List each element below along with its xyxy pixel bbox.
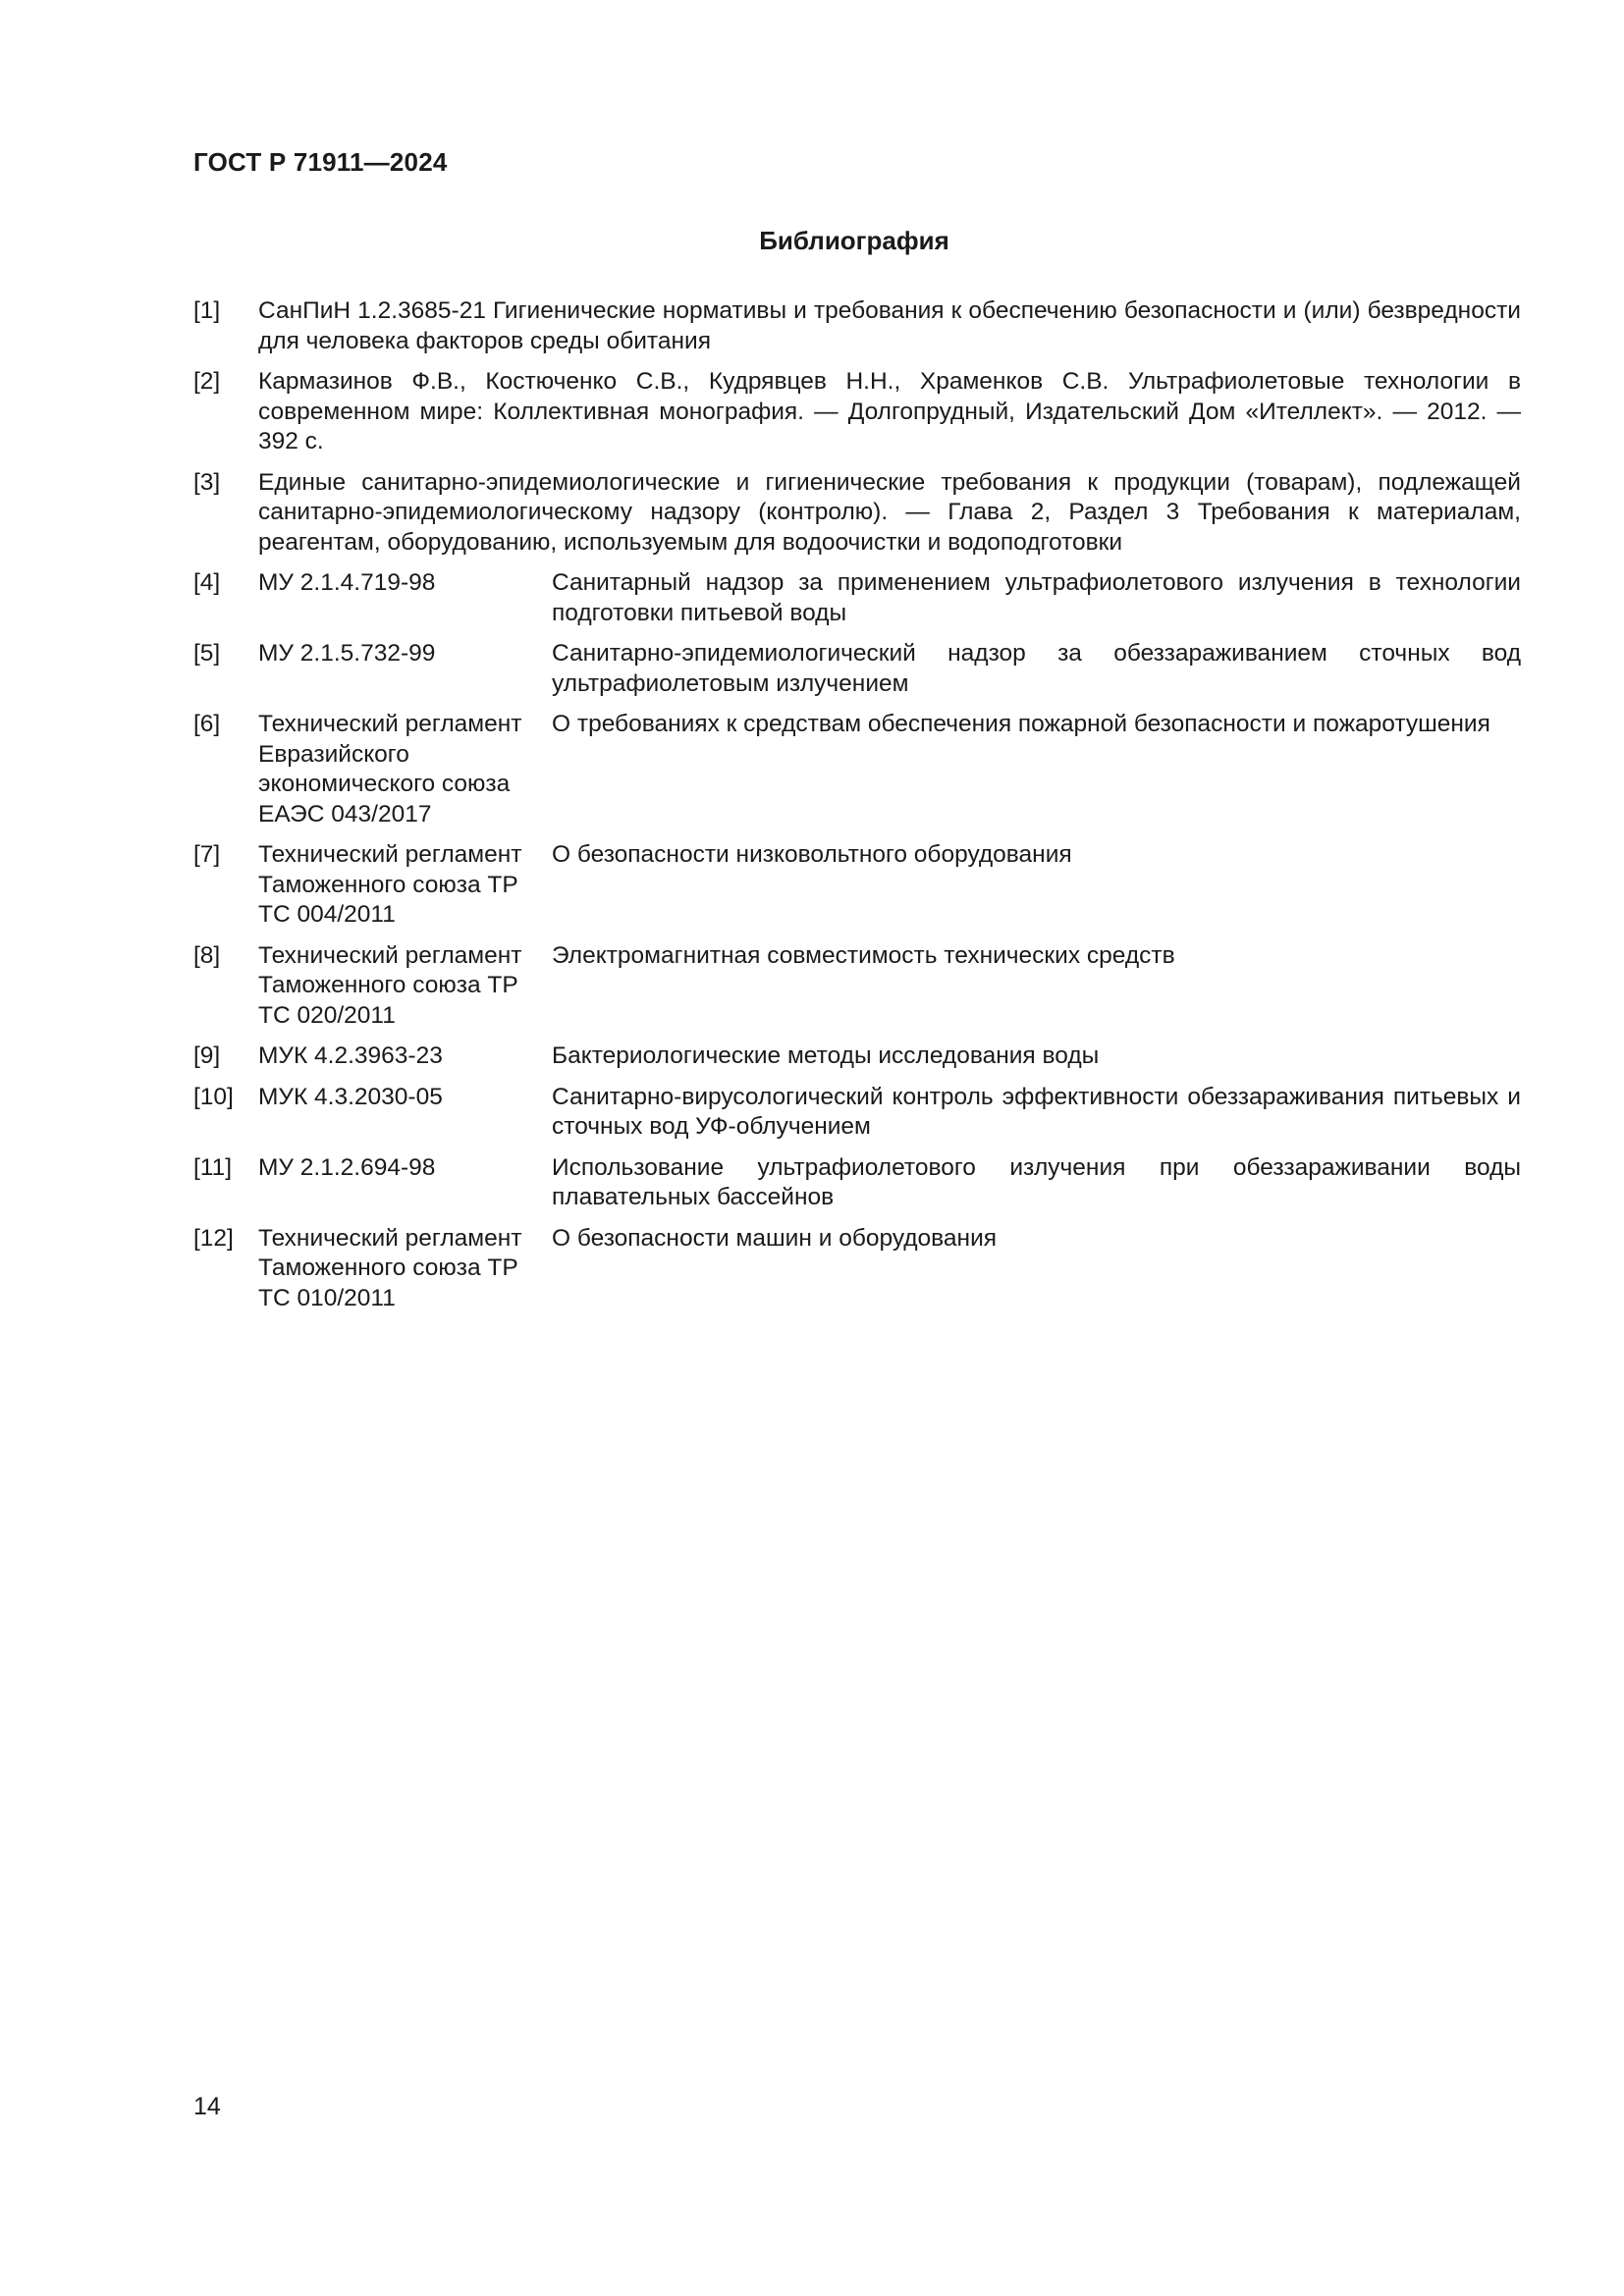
entry-reference: Технический регламент Евразийского экономического союза ЕАЭС 043/2017 <box>258 711 522 828</box>
bib-entry-5 <box>193 639 1521 699</box>
entry-number: [11] <box>193 1153 233 1181</box>
entry-text: СанПиН 1.2.3685-21 Гигиенические нормативы и требования к обеспечению безопасности и (или) безвредности для человека факторов среды обитания <box>258 297 1521 354</box>
entry-number: [12] <box>193 1224 234 1252</box>
entry-title: О безопасности низковольтного оборудования <box>552 841 1072 868</box>
bibliography-title: Библиография <box>759 226 949 255</box>
bib-entry-10 <box>193 1083 1521 1143</box>
entry-reference: МУК 4.2.3963-23 <box>258 1042 443 1069</box>
entry-title: О безопасности машин и оборудования <box>552 1224 998 1252</box>
entry-title: Санитарно-эпидемиологический надзор за обеззараживанием сточных вод ультрафиолетовым излучением <box>552 640 1521 697</box>
entry-reference: Технический регламент Таможенного союза ТР ТС 004/2011 <box>258 841 522 928</box>
entry-number: [2] <box>193 368 221 395</box>
entry-title: О требованиях к средствам обеспечения пожарной безопасности и пожаротушения <box>552 711 1490 737</box>
bib-entry-12 <box>193 1224 1521 1314</box>
bib-entry-11 <box>193 1153 1521 1213</box>
document-code: ГОСТ Р 71911—2024 <box>193 147 448 177</box>
entry-title: Санитарный надзор за применением ультрафиолетового излучения в технологии подготовки питьевой воды <box>552 569 1521 626</box>
bib-entry-8 <box>193 941 1521 1032</box>
entry-reference: МУ 2.1.2.694-98 <box>258 1153 436 1181</box>
entry-number: [3] <box>193 468 221 496</box>
entry-title: Бактериологические методы исследования воды <box>552 1042 1100 1069</box>
entry-reference: МУ 2.1.5.732-99 <box>258 640 436 667</box>
entry-number: [10] <box>193 1083 234 1110</box>
entry-reference: МУК 4.3.2030-05 <box>258 1083 443 1110</box>
entry-reference: Технический регламент Таможенного союза ТР ТС 020/2011 <box>258 941 522 1029</box>
entry-number: [5] <box>193 640 221 667</box>
entry-title: Электромагнитная совместимость технических средств <box>552 941 1175 969</box>
bibliography-list <box>193 296 1521 1324</box>
entry-number: [1] <box>193 297 221 324</box>
bib-entry-1 <box>193 296 1521 356</box>
entry-number: [6] <box>193 711 221 737</box>
entry-reference: Технический регламент Таможенного союза ТР ТС 010/2011 <box>258 1224 522 1311</box>
bib-entry-9 <box>193 1041 1521 1072</box>
entry-reference: МУ 2.1.4.719-98 <box>258 569 436 596</box>
entry-number: [9] <box>193 1042 221 1069</box>
entry-text: Кармазинов Ф.В., Костюченко С.В., Кудрявцев Н.Н., Храменков С.В. Ультрафиолетовые технологии в современном мире: Коллективная монография. — Долгопрудный, Издательский Дом «Ителлект». — 2012. — 392 с. <box>258 368 1521 454</box>
bib-entry-3 <box>193 468 1521 559</box>
entry-text: Единые санитарно-эпидемиологические и гигиенические требования к продукции (товарам), подлежащей санитарно-эпидемиологическому надзору (контролю). — Глава 2, Раздел 3 Требования к материалам, реагентам, оборудованию, используемым для водоочистки и водоподготовки <box>258 468 1521 556</box>
entry-title: Санитарно-вирусологический контроль эффективности обеззараживания питьевых и сточных вод УФ-облучением <box>552 1083 1521 1140</box>
entry-number: [4] <box>193 569 221 596</box>
entry-number: [8] <box>193 941 221 969</box>
bib-entry-6 <box>193 710 1521 829</box>
bib-entry-4 <box>193 568 1521 628</box>
bib-entry-2 <box>193 367 1521 457</box>
entry-title: Использование ультрафиолетового излучения при обеззараживании воды плавательных бассейнов <box>552 1153 1521 1210</box>
page-number: 14 <box>193 2093 221 2120</box>
entry-number: [7] <box>193 841 221 868</box>
bib-entry-7 <box>193 840 1521 931</box>
